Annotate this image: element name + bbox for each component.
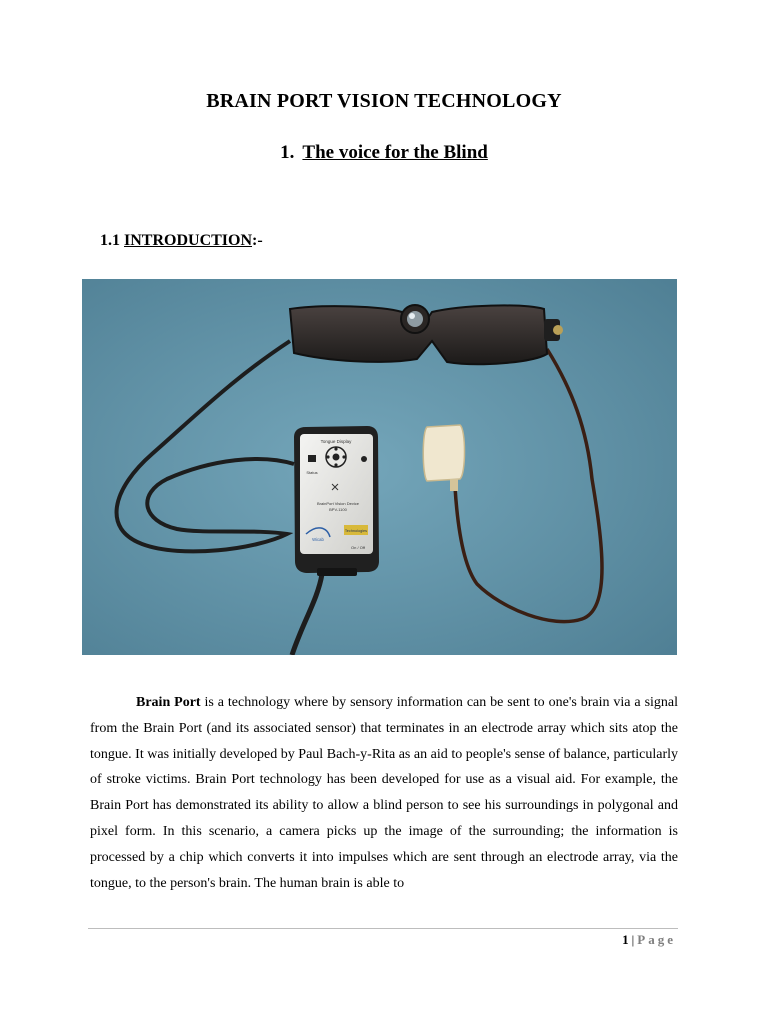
- label-company: Technologies: [344, 529, 368, 533]
- label-model: BPV-1100: [329, 507, 347, 512]
- tongue-electrode-array: [423, 425, 464, 481]
- label-status: Status: [306, 470, 318, 475]
- label-product: BrainPort Vision Device: [317, 501, 359, 506]
- dial-center: [333, 454, 340, 461]
- dial-right: [342, 455, 345, 458]
- section-suffix: :-: [252, 232, 263, 249]
- introduction-paragraph: [90, 690, 678, 896]
- camera-lens: [407, 311, 423, 327]
- chapter-number: 1.: [280, 142, 295, 163]
- status-button: [308, 455, 316, 462]
- dial-left: [326, 455, 329, 458]
- page-label: Page: [637, 932, 676, 947]
- label-switch: On / Off: [351, 545, 365, 550]
- dial-up: [334, 447, 337, 450]
- brainport-device-photo: [82, 279, 677, 655]
- label-brand: Wicab: [312, 537, 324, 542]
- page-number: 1: [622, 932, 629, 947]
- connector-ring: [553, 325, 563, 335]
- footer-separator: |: [631, 932, 635, 947]
- label-top: Tongue Display: [320, 439, 352, 444]
- section-number: 1.1: [100, 232, 120, 249]
- section-title: INTRODUCTION: [124, 232, 253, 249]
- chapter-title: The voice for the Blind: [302, 142, 488, 163]
- electrode-stem: [450, 479, 458, 491]
- footer-divider: [88, 928, 678, 929]
- control-unit: [294, 426, 379, 576]
- document-title: BRAIN PORT VISION TECHNOLOGY: [206, 90, 562, 112]
- dial-down: [334, 463, 337, 466]
- paragraph-lead-term: Brain Port: [136, 695, 201, 710]
- paragraph-text: is a technology where by sensory information can be sent to one's brain via a signal from the Brain Port (and its associated sensor) that terminates in an electrode array which sits atop the tongue. It was initially developed by Paul Bach-y-Rita as an aid to people's sense of balance, particularly of stroke victims. Brain Port technology has been developed for use as a visual aid. For example, the Brain Port has demonstrated its ability to allow a blind person to see his surroundings in polygonal and pixel form. In this scenario, a camera picks up the image of the surrounding; the information is processed by a chip which converts it into impulses which are sent through an electrode array, via the tongue, to the person's brain. The human brain is able to: [90, 695, 679, 891]
- section-heading: [100, 232, 263, 250]
- page-footer: [622, 932, 676, 948]
- chapter-heading: [0, 142, 768, 164]
- cable-port: [317, 568, 357, 576]
- camera-glint: [409, 313, 415, 319]
- indicator-light: [361, 456, 367, 462]
- paragraph: [90, 690, 678, 896]
- device-illustration: [82, 279, 677, 655]
